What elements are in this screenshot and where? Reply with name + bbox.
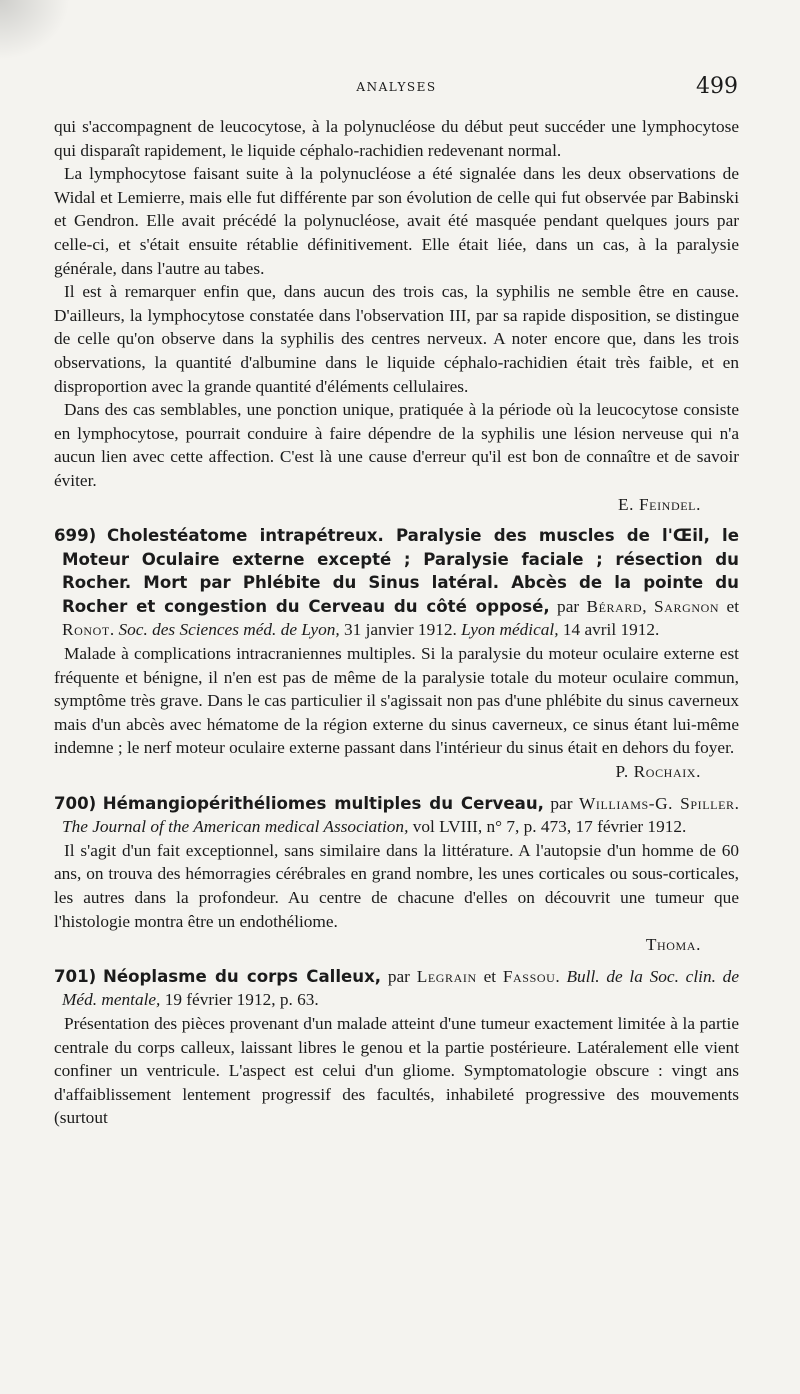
entry-number: 699) [54,526,97,546]
author: Bérard [586,596,643,616]
author-separator: et [476,966,503,986]
source-separator: . [734,793,739,813]
source-separator: . [109,620,119,640]
entry-title: Cholestéatome intrapétreux. Paralysie des muscles de l'Œil, le Moteur Oculaire externe excepté ; Paralysie faciale ; résection du Rocher. Mort par Phlébite du Sinus latéral. Abcès de la pointe du Rocher et congestion du Cerveau du côté opposé, [62,526,739,616]
entry-abstract: Présentation des pièces provenant d'un malade atteint d'une tumeur exactement limitée à la partie centrale du corps calleux, laissant libres le genou et la partie postérieure. Latéralement elle vient confiner un ventricule. L'aspect est celui d'un gliome. Symptomatologie obscure : vingt ans d'affaiblissement lentement progressif des facultés, inhabileté progressive des mouvements (surtout [54,1013,739,1128]
signature: E. Feindel. [617,494,701,514]
article-body [54,115,739,1130]
source-separator: . [555,966,567,986]
entry-number: 701) [54,966,97,986]
author: Williams-G. Spiller [578,793,735,813]
source-date: 19 février 1912, p. 63. [160,990,319,1010]
entry-abstract: Il s'agit d'un fait exceptionnel, sans similaire dans la littérature. A l'autopsie d'un homme de 60 ans, on trouva des hémorragies cérébrales en grand nombre, les unes corticales ou sous-corticales, les autres dans la profondeur. Au centre de chacune d'elles on découvrit une tumeur que l'histologie montra être un endothéliome. [54,840,739,931]
source-date: 14 avril 1912. [558,620,660,640]
entry-number: 700) [54,793,97,813]
entry-heading [54,965,739,1012]
signature: Thoma. [645,935,701,955]
paragraph: Dans des cas semblables, une ponction unique, pratiquée à la période où la leucocytose consiste en lymphocytose, pourrait conduire à faire dépendre de la syphilis une lésion nerveuse qui n'a aucun lien avec cette affection. C'est là une cause d'erreur qu'il est bon de connaître et de savoir éviter. [54,400,739,490]
authors-prefix: par [549,596,587,616]
author: Legrain [416,966,477,986]
source-date: 31 janvier 1912. [339,620,462,640]
authors-prefix: par [381,966,417,986]
entry-heading [54,792,739,839]
paragraph: qui s'accompagnent de leucocytose, à la polynucléose du début peut succéder une lymphocytose qui disparaît rapidement, le liquide céphalo-rachidien redevenant normal. [54,117,739,160]
authors-prefix: par [543,793,579,813]
journal-name: Lyon médical, [461,620,559,640]
journal-name: The Journal of the American medical Association, [62,817,409,837]
scan-shadow [0,0,70,60]
entry-title: Hémangiopérithéliomes multiples du Cerveau, [102,793,544,813]
author-separator: , [642,596,654,616]
author-separator: et [719,596,740,616]
author: Ronot [62,620,110,640]
page-number: 499 [696,74,738,99]
paragraph: La lymphocytose faisant suite à la polynucléose a été signalée dans les deux observations de Widal et Lemierre, mais elle fut différente par son évolution de celle qui fut observée par Babinski et Gendron. Elle avait précédé la polynucléose, avait été masquée pendant quelques jours par celle-ci, et s'était ensuite rétablie définitivement. Elle était liée, dans un cas, à la paralysie générale, dans l'autre au tabes. [54,164,739,278]
page-header [55,74,738,104]
signature: P. Rochaix. [615,762,701,782]
journal-name: Bull. de la Soc. clin. de Méd. mentale, [62,966,739,1010]
source-date: vol LVIII, n° 7, p. 473, 17 février 1912. [408,817,687,837]
paragraph: Il est à remarquer enfin que, dans aucun des trois cas, la syphilis ne semble être en cause. D'ailleurs, la lymphocytose constatée dans l'observation III, par sa rapide disposition, se distingue de celle qu'on observe dans la syphilis des centres nerveux. A noter encore que, dans les trois observations, la quantité d'albumine dans le liquide céphalo-rachidien était très faible, et en disproportion avec la grande quantité d'éléments cellulaires. [54,282,739,396]
entry-abstract: Malade à complications intracraniennes multiples. Si la paralysie du moteur oculaire externe est fréquente et bénigne, il n'en est pas de même de la paralysie totale du moteur oculaire commun, symptôme très grave. Dans le cas particulier il s'agissait non pas d'une phlébite du sinus caverneux mais d'un abcès avec hématome de la région externe du sinus caverneux, ce sinus étant lui-même indemne ; le nerf moteur oculaire externe passant dans l'intérieur du sinus était en dehors du foyer. [54,644,739,758]
author: Sargnon [654,596,720,616]
running-head: ANALYSES [356,80,437,94]
journal-name: Soc. des Sciences méd. de Lyon, [118,620,340,640]
entry-heading [54,524,739,642]
entry-title: Néoplasme du corps Calleux, [103,966,382,986]
author: Fassou [502,966,556,986]
